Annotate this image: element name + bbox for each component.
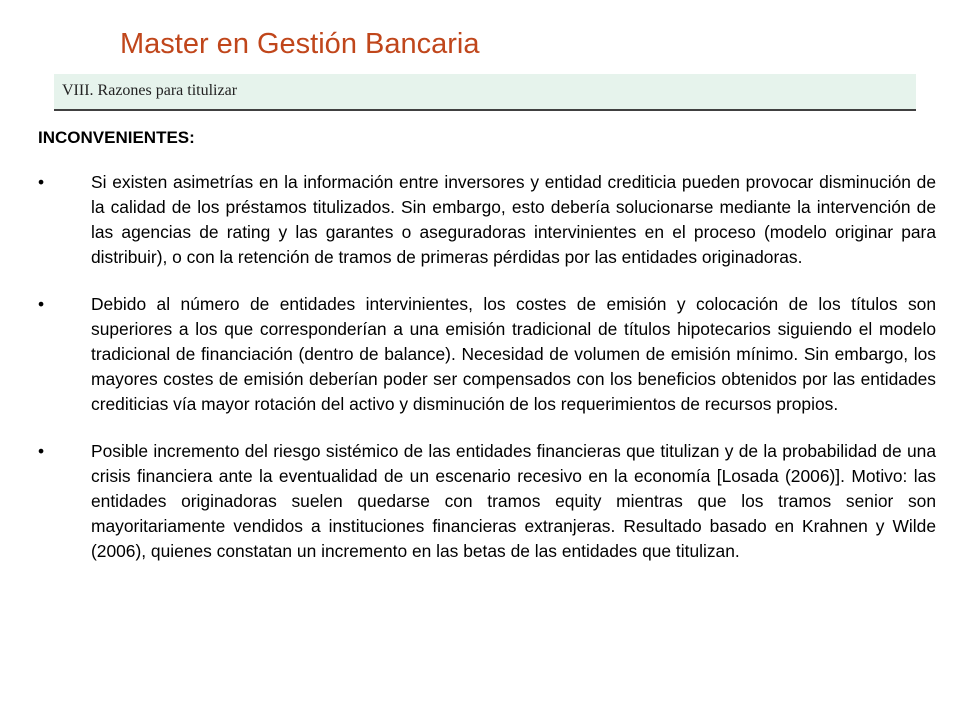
bullet-icon: • (38, 172, 45, 192)
section-header-bar (54, 74, 916, 111)
bullet-text: Debido al número de entidades intervinientes, los costes de emisión y colocación de los títulos son superiores a los que corresponderían a una emisión tradicional de títulos hipotecarios siguiendo el modelo tradicional de financiación (dentro de balance). Necesidad de volumen de emisión mínimo. Sin embargo, los mayores costes de emisión deberían poder ser compensados con los beneficios obtenidos por las entidades crediticias vía mayor rotación del activo y disminución de los requerimientos de recursos propios. (91, 294, 936, 414)
bullet-item (38, 292, 936, 417)
bullet-list (38, 170, 936, 586)
bullet-text: Si existen asimetrías en la información entre inversores y entidad crediticia pueden provocar disminución de la calidad de los préstamos titulizados. Sin embargo, esto debería solucionarse mediante la intervención de las agencias de rating y las garantes o aseguradoras intervinientes en el proceso (modelo originar para distribuir), o con la retención de tramos de primeras pérdidas por las entidades originadoras. (91, 172, 936, 267)
section-label: VIII. Razones para titulizar (62, 82, 238, 99)
page-title: Master en Gestión Bancaria (120, 28, 480, 60)
bullet-item (38, 439, 936, 564)
bullet-icon: • (38, 294, 45, 314)
bullet-icon: • (38, 441, 45, 461)
bullet-text: Posible incremento del riesgo sistémico de las entidades financieras que titulizan y de la probabilidad de una crisis financiera ante la eventualidad de un escenario recesivo en la economía [Losada (2006)]. Motivo: las entidades originadoras suelen quedarse con tramos equity mientras que los tramos senior son mayoritariamente vendidos a instituciones financieras extranjeras. Resultado basado en Krahnen y Wilde (2006), quienes constatan un incremento en las betas de las entidades que titulizan. (91, 441, 936, 561)
bullet-item (38, 170, 936, 270)
content-heading: INCONVENIENTES: (38, 128, 195, 147)
